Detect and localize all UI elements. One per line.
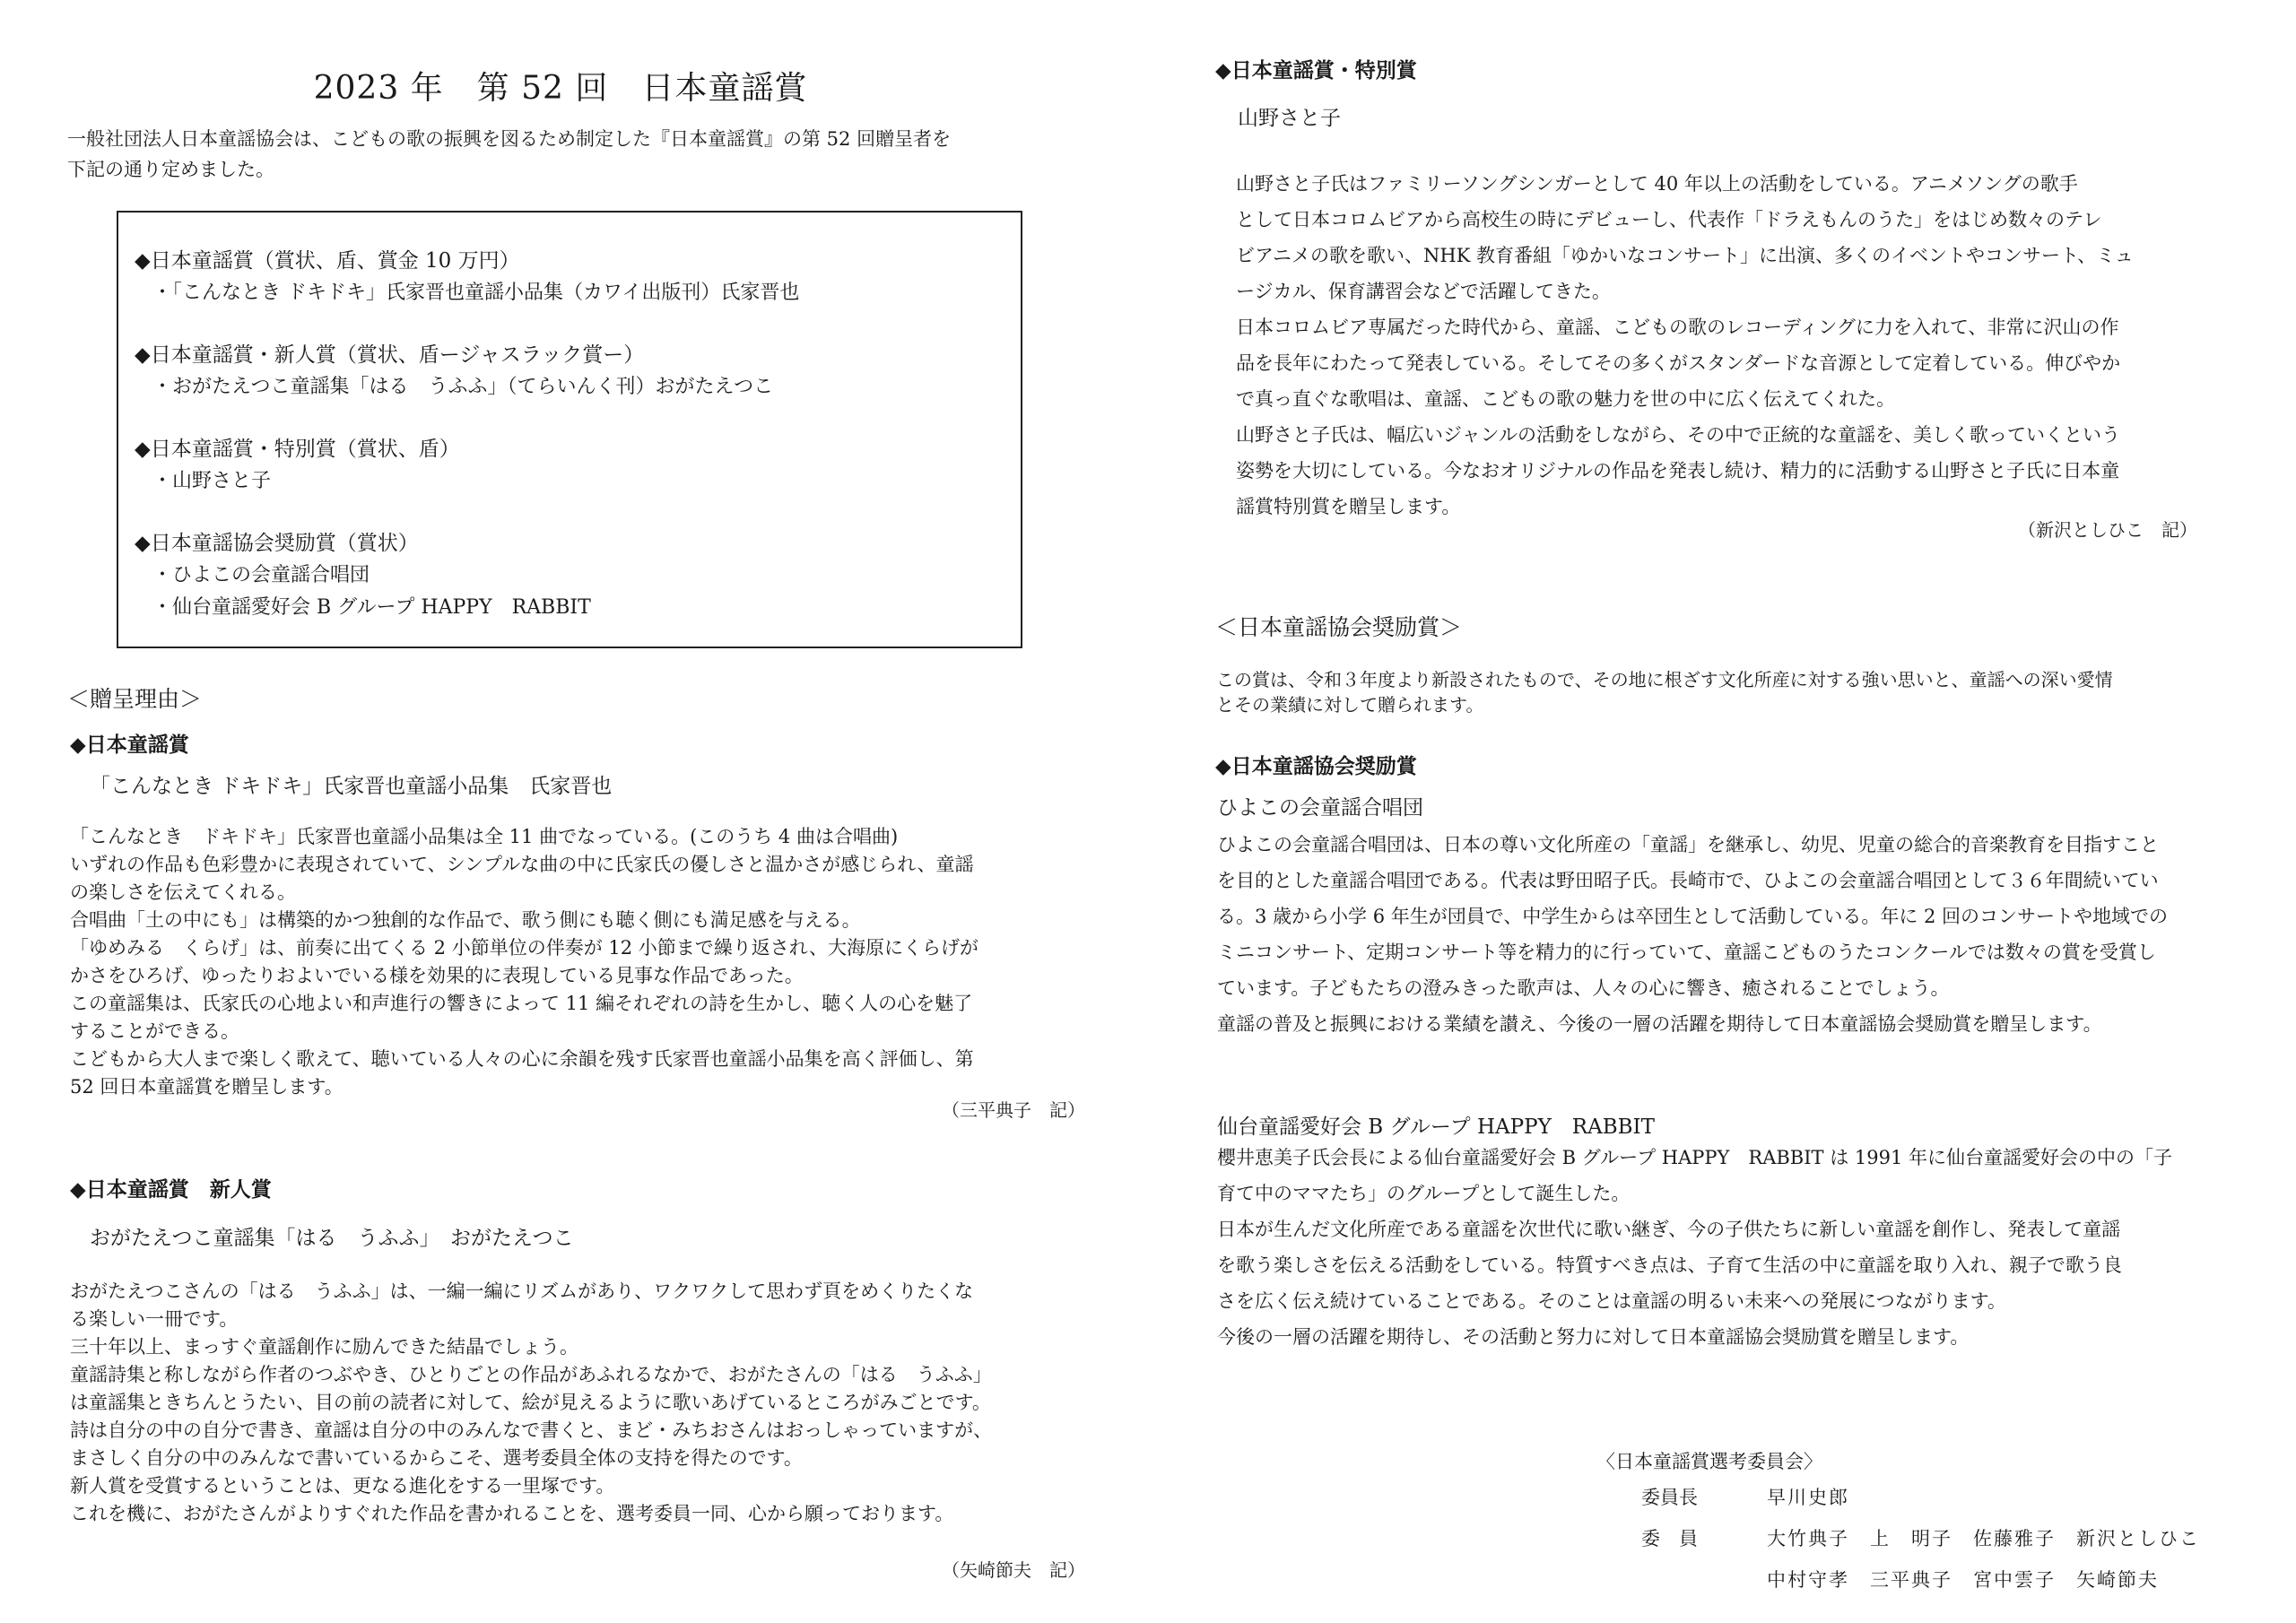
section-subhead: 山野さと子 — [1238, 107, 1341, 130]
award-item: ・山野さと子 — [152, 470, 272, 492]
encouragement-intro — [1216, 667, 2266, 717]
body-line: 品を長年にわたって発表している。そしてその多くがスタンダードな音源として定着している。伸びやか — [1236, 352, 2121, 374]
award-item: ・仙台童謡愛好会 B グループ HAPPY RABBIT — [152, 596, 591, 619]
award-item: ・「こんなとき ドキドキ」氏家晋也童謡小品集（カワイ出版刊）氏家晋也 — [152, 282, 800, 304]
body-line: ージカル、保育講習会などで活躍してきた。 — [1236, 281, 1611, 302]
committee-title: 〈日本童謡賞選考委員会〉 — [1596, 1451, 1822, 1472]
section-subhead: 仙台童謡愛好会 B グループ HAPPY RABBIT — [1217, 1115, 1655, 1139]
body-line: さを広く伝え続けていることである。そのことは童謡の明るい未来への発展につながります。 — [1217, 1290, 2006, 1312]
body-line: こどもから大人まで楽しく歌えて、聴いている人々の心に余韻を残す氏家晋也童謡小品集を高く評価し、第 — [70, 1048, 974, 1070]
committee-names: 早川史郎 — [1767, 1487, 1849, 1508]
award-group — [135, 433, 1021, 498]
body-line: 日本コロムビア専属だった時代から、童謡、こどもの歌のレコーディングに力を入れて、非常に沢山の作 — [1236, 317, 2119, 338]
body-line: ミニコンサート、定期コンサート等を精力的に行っていて、童謡こどものうたコンクールでは数々の賞を受賞し — [1217, 942, 2156, 963]
intro-paragraph — [67, 124, 1081, 185]
body-line: 52 回日本童謡賞を贈呈します。 — [70, 1076, 344, 1098]
body-line: ています。子どもたちの澄みきった歌声は、人々の心に響き、癒されることでしょう。 — [1217, 977, 1950, 999]
body-line: 詩は自分の中の自分で書き、童謡は自分の中のみんなで書くと、まど・みちおさんはおっしゃっていますが、 — [70, 1419, 993, 1441]
section-heading: ◆日本童謡賞 — [70, 733, 189, 757]
body-line: することができる。 — [70, 1020, 239, 1042]
committee-names: 中村守孝 三平典子 宮中雲子 矢崎節夫 — [1767, 1569, 2159, 1591]
body-line: 日本が生んだ文化所産である童謡を次世代に歌い継ぎ、今の子供たちに新しい童謡を創作し、発表して童謡 — [1217, 1219, 2121, 1240]
award-item: ・ひよこの会童謡合唱団 — [152, 564, 370, 586]
section-body — [1236, 166, 2258, 525]
section-body — [70, 823, 1101, 1101]
body-line: を歌う楽しさを伝える活動をしている。特質すべき点は、子育て生活の中に童謡を取り入れ、親子で歌う良 — [1217, 1254, 2122, 1276]
body-line: 育て中のママたち」のグループとして誕生した。 — [1217, 1183, 1631, 1204]
body-line: 「こんなとき ドキドキ」氏家晋也童謡小品集は全 11 曲でなっている。(このうち 4 曲は合唱曲) — [70, 826, 899, 847]
intro-line: 下記の通り定めました。 — [67, 159, 274, 180]
body-line: 謡賞特別賞を贈呈します。 — [1236, 496, 1461, 517]
award-heading: ◆日本童謡賞・新人賞（賞状、盾ージャスラック賞ー） — [135, 343, 645, 367]
section-body — [1217, 827, 2266, 1042]
award-group — [135, 527, 1021, 624]
committee-row — [1641, 1480, 2200, 1515]
author-note: （三平典子 記） — [942, 1099, 1085, 1121]
section-heading: ◆日本童謡賞 新人賞 — [70, 1177, 272, 1202]
reasons-header: ＜贈呈理由＞ — [67, 686, 203, 712]
section-subhead: ひよこの会童謡合唱団 — [1217, 796, 1423, 820]
body-line: これを機に、おがたさんがよりすぐれた作品を書かれることを、選考委員一同、心から願っております。 — [70, 1503, 954, 1524]
body-line: 山野さと子氏はファミリーソングシンガーとして 40 年以上の活動をしている。アニメソングの歌手 — [1236, 173, 2078, 195]
body-line: ひよこの会童謡合唱団は、日本の尊い文化所産の「童謡」を継承し、幼児、児童の総合的音楽教育を目指すこと — [1217, 834, 2159, 855]
body-line: の楽しさを伝えてくれる。 — [70, 881, 296, 903]
page-title: 2023 年 第 52 回 日本童謡賞 — [313, 70, 808, 107]
committee-list — [1641, 1480, 2200, 1598]
award-item: ・おがたえつこ童謡集「はる うふふ」（てらいんく刊）おがたえつこ — [152, 376, 774, 398]
body-line: る楽しい一冊です。 — [70, 1308, 239, 1330]
section-heading: ◆日本童謡賞・特別賞 — [1215, 58, 1417, 82]
body-line: ビアニメの歌を歌い、NHK 教育番組「ゆかいなコンサート」に出演、多くのイベントやコンサート、ミュ — [1236, 245, 2134, 266]
award-group — [135, 245, 1021, 309]
committee-role: 委員長 — [1641, 1487, 1698, 1508]
committee-row — [1641, 1562, 2200, 1598]
body-line: 三十年以上、まっすぐ童謡創作に励んできた結晶でしょう。 — [70, 1336, 578, 1358]
body-line: おがたえつこさんの「はる うふふ」は、一編一編にリズムがあり、ワクワクして思わず頁をめくりたくな — [70, 1280, 974, 1302]
awards-box — [117, 211, 1022, 648]
body-line: 姿勢を大切にしている。今なおオリジナルの作品を発表し続け、精力的に活動する山野さと子氏に日本童 — [1236, 460, 2120, 482]
intro-line: 一般社団法人日本童謡協会は、こどもの歌の振興を図るため制定した『日本童謡賞』の第 52 回贈呈者を — [67, 128, 952, 150]
body-line: 童謡詩集と称しながら作者のつぶやき、ひとりごとの作品があふれるなかで、おがたさんの「はる うふふ」 — [70, 1364, 992, 1385]
body-line: この童謡集は、氏家氏の心地よい和声進行の響きによって 11 編それぞれの詩を生かし、聴く人の心を魅了 — [70, 993, 973, 1014]
committee-row — [1641, 1521, 2200, 1557]
body-line: この賞は、令和３年度より新設されたもので、その地に根ざす文化所産に対する強い思いと、童謡への深い愛情 — [1216, 669, 2113, 690]
body-line: いずれの作品も色彩豊かに表現されていて、シンプルな曲の中に氏家氏の優しさと温かさが感じられ、童謡 — [70, 854, 974, 875]
body-line: 「ゆめみる くらげ」は、前奏に出てくる 2 小節単位の伴奏が 12 小節まで繰り返され、大海原にくらげが — [70, 937, 979, 959]
body-line: として日本コロムビアから高校生の時にデビューし、代表作「ドラえもんのうた」をはじめ数々のテレ — [1236, 209, 2102, 230]
award-heading: ◆日本童謡協会奨励賞（賞状） — [135, 532, 419, 555]
committee-role: 委 員 — [1641, 1528, 1698, 1549]
body-line: 新人賞を受賞するということは、更なる進化をする一里塚です。 — [70, 1475, 615, 1497]
section-heading: ◆日本童謡協会奨励賞 — [1215, 754, 1417, 778]
award-heading: ◆日本童謡賞（賞状、盾、賞金 10 万円） — [135, 249, 520, 273]
committee-names: 大竹典子 上 明子 佐藤雅子 新沢としひこ — [1767, 1528, 2200, 1549]
encouragement-header: ＜日本童謡協会奨励賞＞ — [1215, 614, 1463, 640]
body-line: 櫻井恵美子氏会長による仙台童謡愛好会 B グループ HAPPY RABBIT は 1991 年に仙台童謡愛好会の中の「子 — [1217, 1147, 2172, 1168]
body-line: まさしく自分の中のみんなで書いているからこそ、選考委員全体の支持を得たのです。 — [70, 1447, 803, 1469]
body-line: る。3 歳から小学 6 年生が団員で、中学生からは卒団生として活動している。年に 2 回のコンサートや地域での — [1217, 906, 2169, 927]
body-line: 今後の一層の活躍を期待し、その活動と努力に対して日本童謡協会奨励賞を贈呈します。 — [1217, 1326, 1970, 1348]
author-note: （矢崎節夫 記） — [942, 1559, 1085, 1581]
committee-block — [1596, 1444, 1822, 1480]
award-group — [135, 339, 1021, 404]
body-line: かさをひろげ、ゆったりおよいでいる様を効果的に表現している見事な作品であった。 — [70, 965, 804, 986]
body-line: は童謡集ときちんとうたい、目の前の読者に対して、絵が見えるように歌いあげているところがみごとです。 — [70, 1392, 991, 1413]
body-line: 合唱曲「土の中にも」は構築的かつ独創的な作品で、歌う側にも聴く側にも満足感を与える。 — [70, 909, 861, 931]
body-line: とその業績に対して贈られます。 — [1216, 694, 1484, 716]
section-body — [70, 1278, 1101, 1528]
section-subhead: 「こんなとき ドキドキ」氏家晋也童謡小品集 氏家晋也 — [90, 775, 613, 798]
body-line: 山野さと子氏は、幅広いジャンルの活動をしながら、その中で正統的な童謡を、美しく歌っていくという — [1236, 424, 2121, 446]
body-line: を目的とした童謡合唱団である。代表は野田昭子氏。長崎市で、ひよこの会童謡合唱団として３６年間続いてい — [1217, 870, 2159, 891]
award-heading: ◆日本童謡賞・特別賞（賞状、盾） — [135, 438, 460, 461]
body-line: 童謡の普及と振興における業績を讃え、今後の一層の活躍を期待して日本童謡協会奨励賞を贈呈します。 — [1217, 1013, 2102, 1035]
author-note: （新沢としひこ 記） — [2018, 519, 2197, 541]
section-body — [1217, 1140, 2266, 1355]
body-line: で真っ直ぐな歌唱は、童謡、こどもの歌の魅力を世の中に広く伝えてくれた。 — [1236, 388, 1895, 410]
section-subhead: おがたえつこ童謡集「はる うふふ」 おがたえつこ — [90, 1227, 574, 1250]
